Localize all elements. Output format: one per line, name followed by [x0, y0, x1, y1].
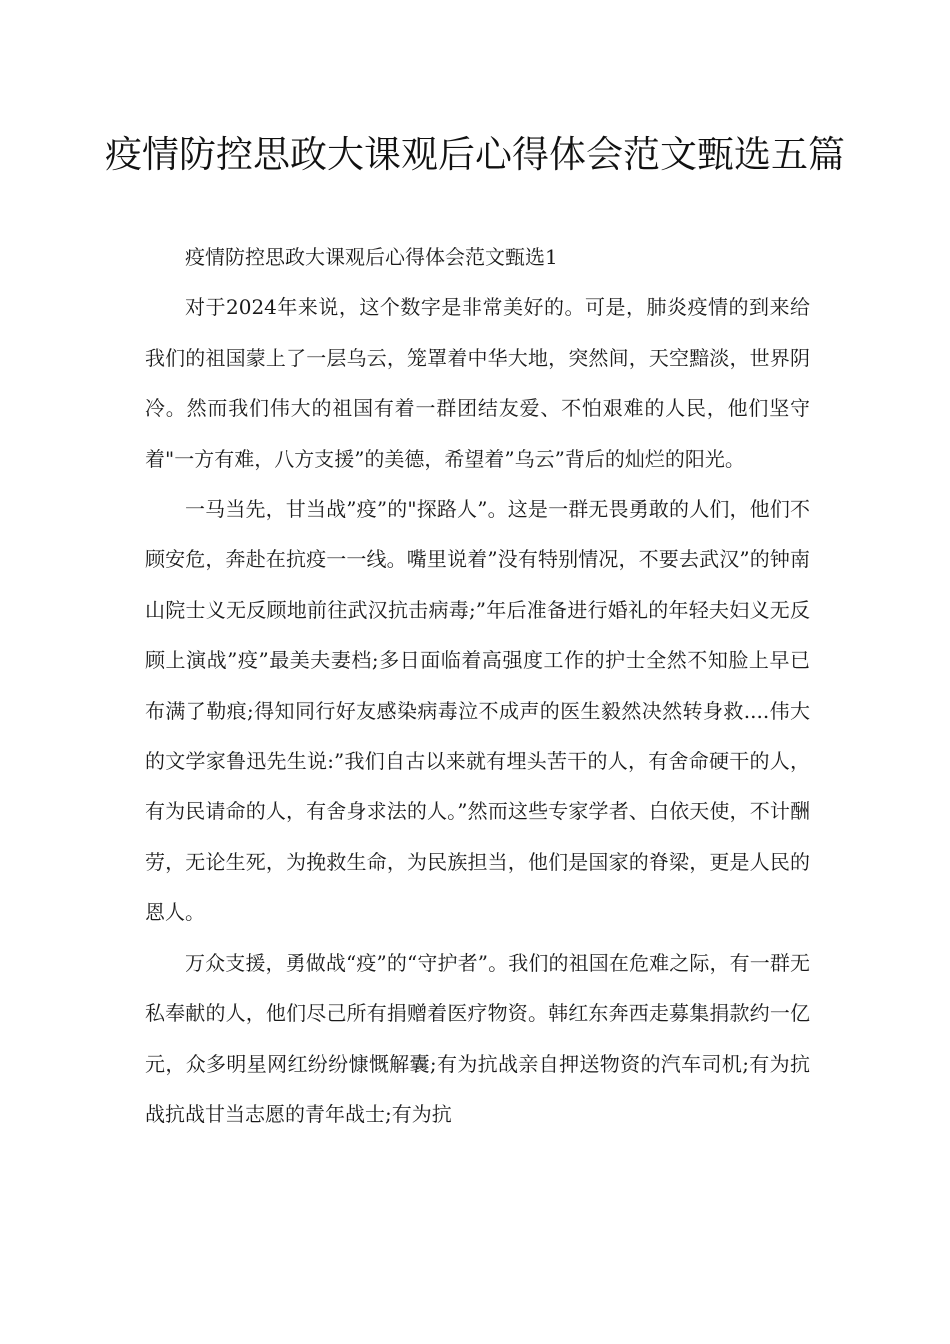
paragraph: 对于2024年来说，这个数字是非常美好的。可是，肺炎疫情的到来给我们的祖国蒙上了一层乌云，笼罩着中华大地，突然间，天空黯淡，世界阴冷。然而我们伟大的祖国有着一群团结友爱、不怕艰难的人民，他们坚守着"一方有难，八方支援”的美德，希望着”乌云”背后的灿烂的阳光。 [145, 295, 810, 471]
paragraph: 万众支援，勇做战“疫”的“守护者”。我们的祖国在危难之际，有一群无私奉献的人，他们尽己所有捐赠着医疗物资。韩红东奔西走募集捐款约一亿元，众多明星网红纷纷慷慨解囊;有为抗战亲自押送物资的汽车司机;有为抗战抗战甘当志愿的青年战士;有为抗 [145, 950, 810, 1126]
document-title: 疫情防控思政大课观后心得体会范文甄选五篇 [105, 133, 845, 176]
section-heading: 疫情防控思政大课观后心得体会范文甄选1 [185, 245, 558, 269]
document-body [145, 232, 810, 1139]
paragraph: 一马当先，甘当战”疫”的"探路人”。这是一群无畏勇敢的人们，他们不顾安危，奔赴在抗疫一一线。嘴里说着”没有特别情况，不要去武汉”的钟南山院士义无反顾地前往武汉抗击病毒;”年后准备进行婚礼的年轻夫妇义无反顾上演战”疫”最美夫妻档;多日面临着高强度工作的护士全然不知脸上早已布满了勒痕;得知同行好友感染病毒泣不成声的医生毅然决然转身救....伟大的文学家鲁迅先生说:”我们自古以来就有埋头苦干的人，有舍命硬干的人，有为民请命的人，有舍身求法的人。”然而这些专家学者、白依天使，不计酬劳，无论生死，为挽救生命，为民族担当，他们是国家的脊梁，更是人民的恩人。 [145, 497, 810, 925]
